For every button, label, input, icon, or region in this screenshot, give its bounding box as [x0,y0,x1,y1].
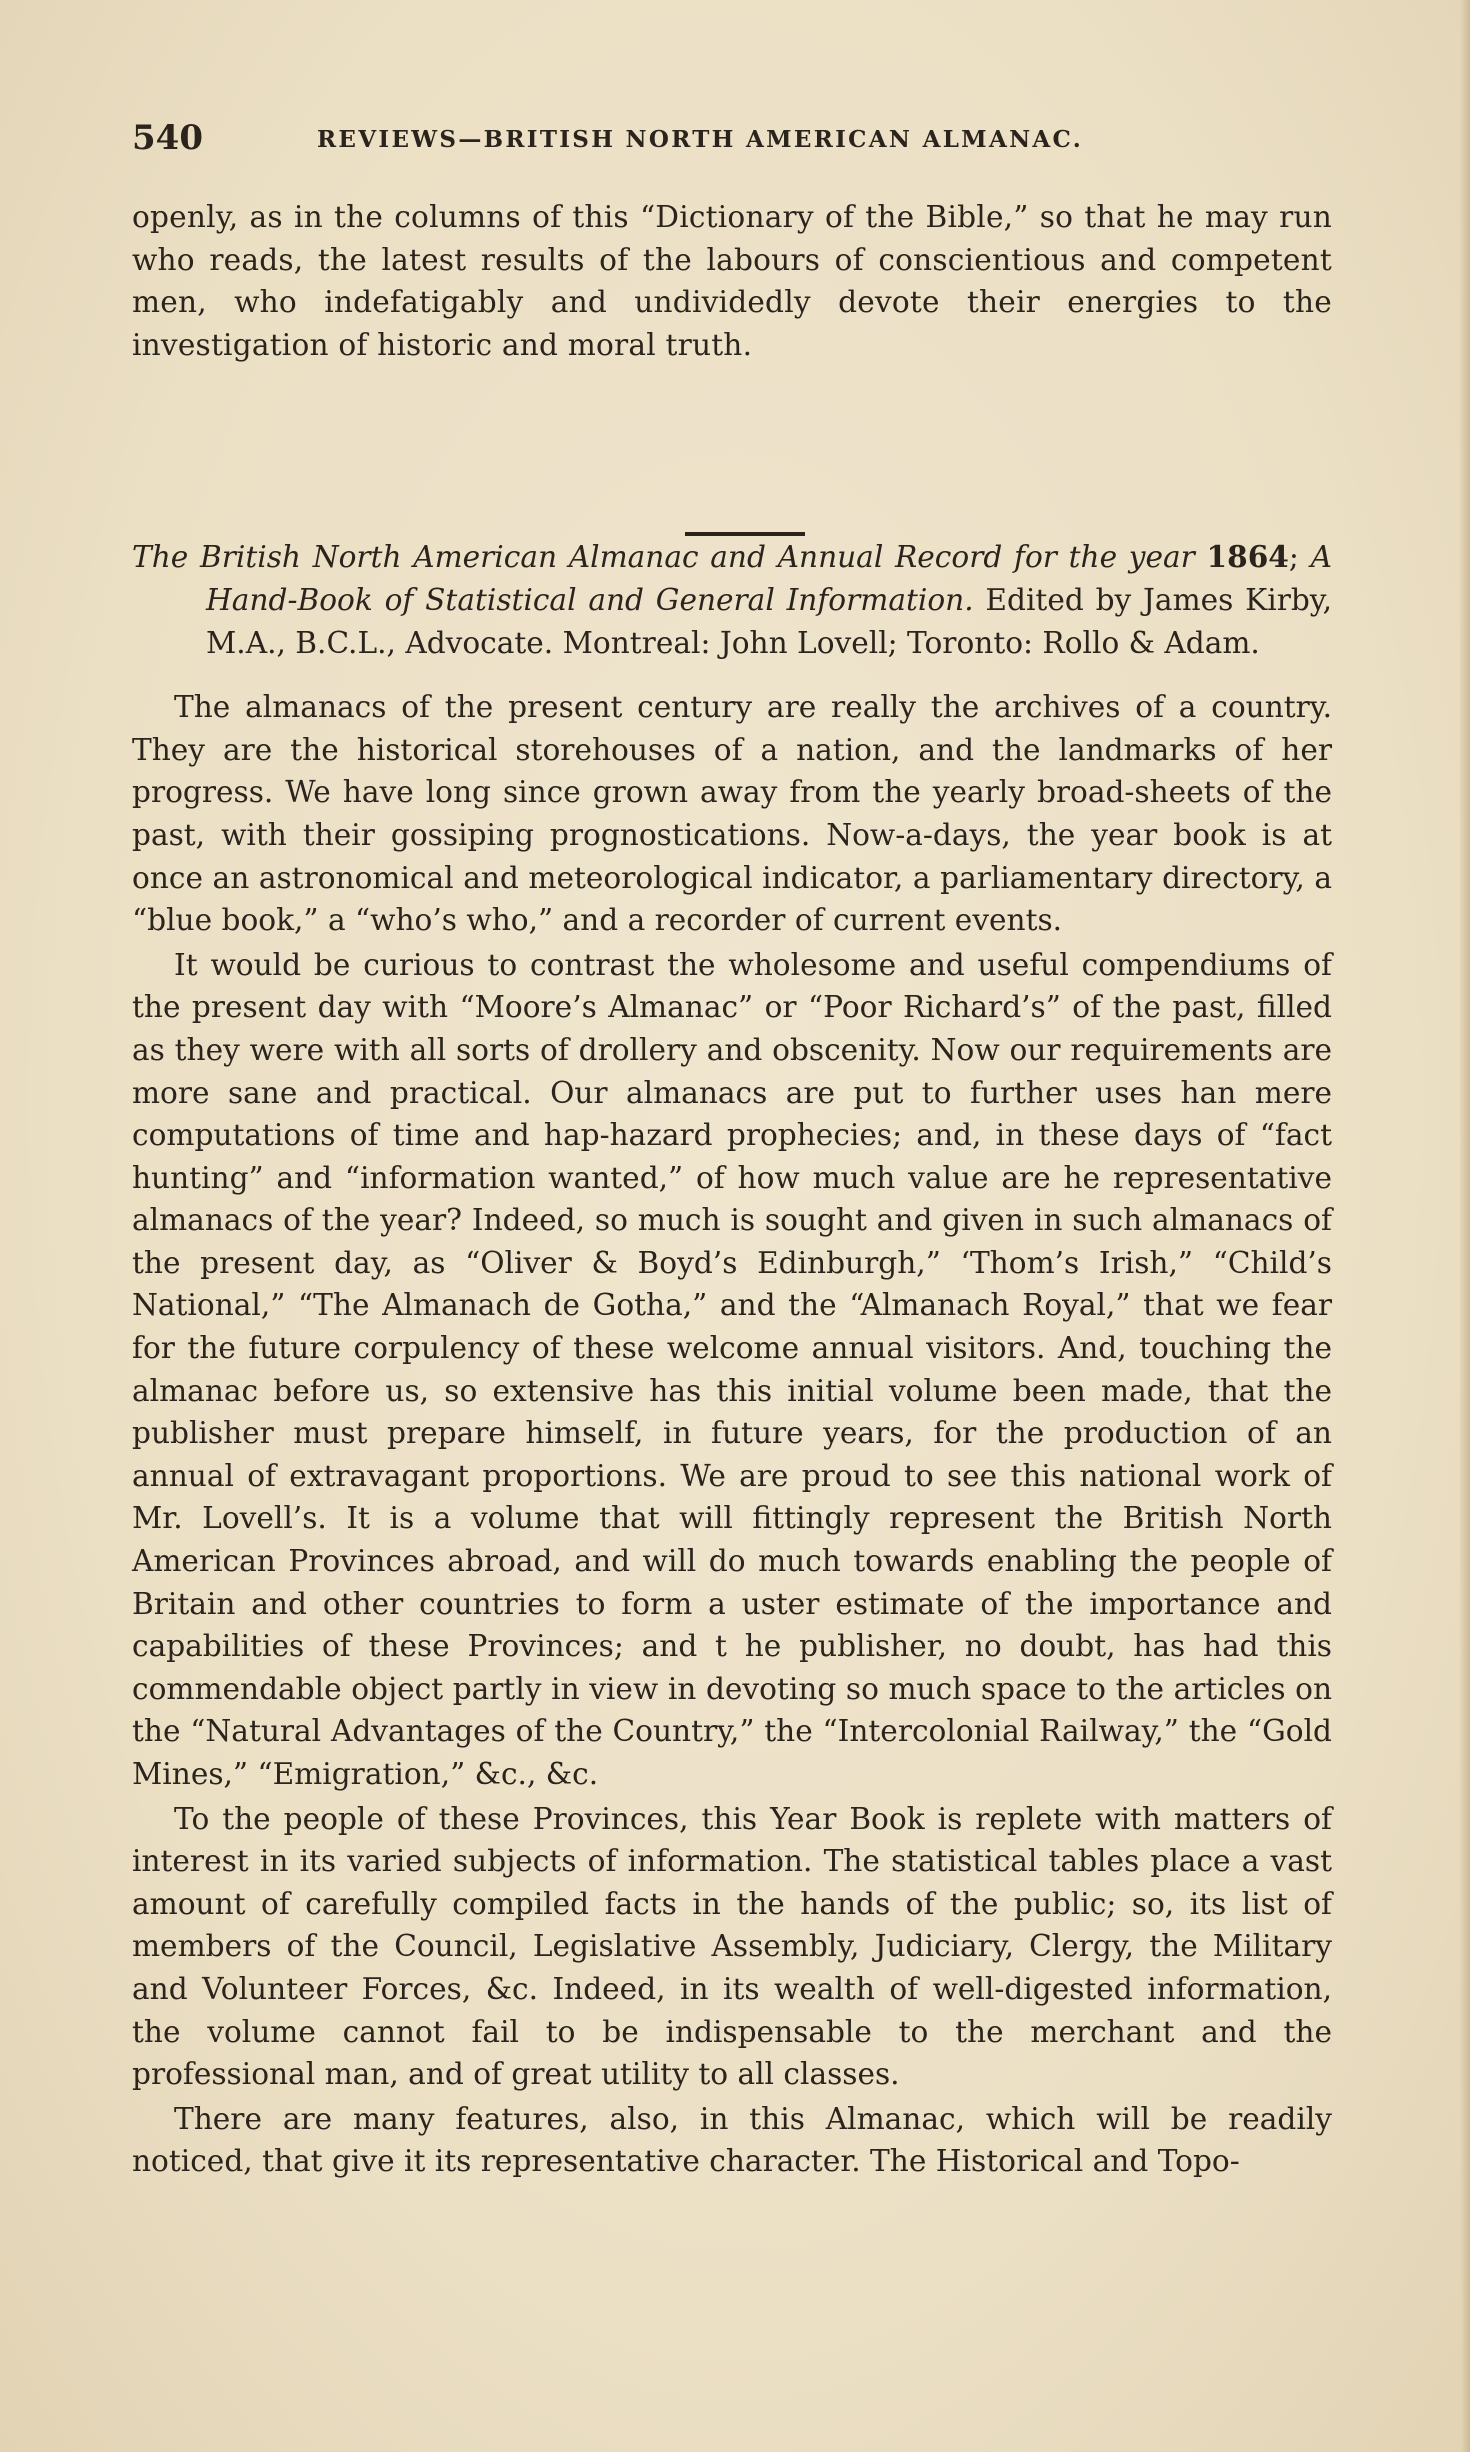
intro-paragraph: openly, as in the columns of this “Dictionary of the Bible,” so that he may run who reads, the latest results of the labours of conscientious and competent men, who indefatigably and undividedly devote their energies to the investigation of historic and moral truth. [132,200,1332,362]
review-paragraph: The almanacs of the present century are really the archives of a country. They are the historical storehouses of a nation, and the landmarks of her progress. We have long since grown away from the yearly broad-sheets of the past, with their gossiping prognostications. Now-a-days, the year book is at once an astronomical and meteorological indicator, a parliamentary directory, a “blue book,” a “who’s who,” and a recorder of current events. [132,690,1332,938]
book-citation [132,536,1332,664]
review-body [132,686,1332,2183]
page-content [132,196,1332,2183]
review-paragraph: To the people of these Provinces, this Year Book is replete with matters of interest in its varied subjects of information. The statistical tables place a vast amount of carefully compiled facts in the hands of the public; so, its list of members of the Council, Legislative Assembly, Judiciary, Clergy, the Military and Volunteer Forces, &c. Indeed, in its wealth of well-digested information, the volume cannot fail to be indispensable to the merchant and the professional man, and of great utility to all classes. [132,1801,1332,2092]
review-paragraph: It would be curious to contrast the wholesome and useful compendiums of the present day with “Moore’s Almanac” or “Poor Richard’s” of the past, filled as they were with all sorts of drollery and obscenity. Now our requirements are more sane and practical. Our almanacs are put to further uses han mere computations of time and hap-hazard prophecies; and, in these days of “fact hunting” and “information wanted,” of how much value are he representative almanacs of the year? Indeed, so much is sought and given in such almanacs of the present day, as “Oliver & Boyd’s Edinburgh,” ‘Thom’s Irish,” “Child’s National,” “The Almanach de Gotha,” and the “Almanach Royal,” that we fear for the future corpulency of these welcome annual visitors. And, touching the almanac before us, so extensive has this initial volume been made, that the publisher must prepare himself, in future years, for the production of an annual of extravagant proportions. We are proud to see this national work of Mr. Lovell’s. It is a volume that will fittingly represent the British North American Provinces abroad, and will do much towards enabling the people of Britain and other countries to form a uster estimate of the importance and capabilities of these Provinces; and t he publisher, no doubt, has had this commendable object partly in view in devoting so much space to the articles on the “Natural Advantages of the Country,” the “Intercolonial Railway,” the “Gold Mines,” “Emigration,” &c., &c. [132,947,1332,1791]
citation-details: Edited by James Kirby, M.A., B.C.L., Advocate. Montreal: John Lovell; Toronto: Rollo & Adam. [206,582,1332,660]
page-header [132,118,1372,168]
citation-title: The British North American Almanac and Annual Record for the year [132,540,1195,575]
page-edge [1460,0,1470,2452]
citation-subtitle: A Hand-Book of Statistical and General Information. [206,540,1332,617]
review-paragraph: There are many features, also, in this Almanac, which will be readily noticed, that give it its representative character. The Historical and Topo- [132,2101,1332,2179]
running-head: REVIEWS—BRITISH NORTH AMERICAN ALMANAC. [317,126,1084,153]
citation-year: 1864 [1206,539,1289,575]
citation-separator: ; [1288,540,1299,575]
page-number: 540 [132,118,203,158]
